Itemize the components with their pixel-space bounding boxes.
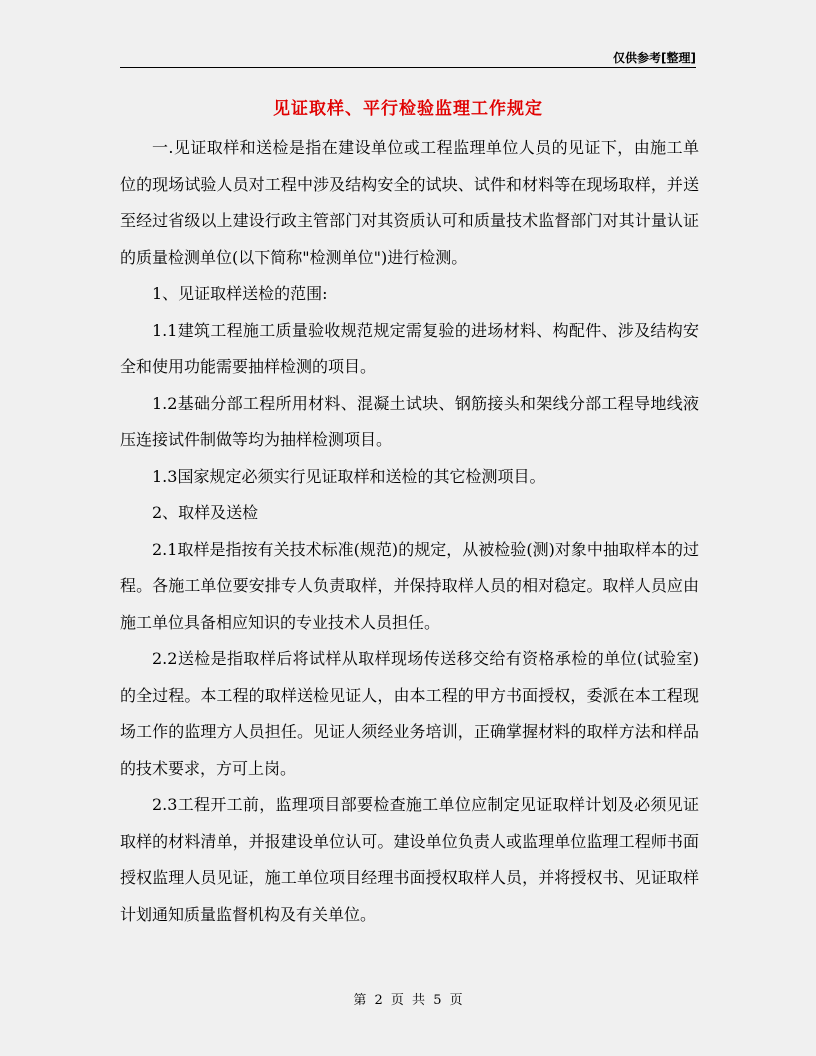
paragraph-section-2: 2、取样及送检	[152, 503, 259, 522]
paragraph-2-3: 2.3工程开工前，监理项目部要检查施工单位应制定见证取样计划及必须见证取样的材料清单，并报建设单位认可。建设单位负责人或监理单位监理工程师书面授权监理人员见证，施工单位项目经理书面授权取样人员，并将授权书、见证取样计划通知质量监督机构及有关单位。	[120, 795, 699, 924]
paragraph-1-2: 1.2基础分部工程所用材料、混凝土试块、钢筋接头和架线分部工程导地线液压连接试件制做等均为抽样检测项目。	[120, 393, 699, 449]
paragraph-intro: 一.见证取样和送检是指在建设单位或工程监理单位人员的见证下，由施工单位的现场试验人员对工程中涉及结构安全的试块、试件和材料等在现场取样，并送至经过省级以上建设行政主管部门对其资质认可和质量技术监督部门对其计量认证的质量检测单位(以下简称"检测单位")进行检测。	[120, 138, 699, 267]
document-body	[120, 130, 699, 933]
header-label: 仅供参考[整理]	[613, 51, 696, 65]
paragraph-2-1: 2.1取样是指按有关技术标准(规范)的规定，从被检验(测)对象中抽取样本的过程。各施工单位要安排专人负责取样，并保持取样人员的相对稳定。取样人员应由施工单位具备相应知识的专业技术人员担任。	[120, 539, 699, 632]
paragraph-1-3: 1.3国家规定必须实行见证取样和送检的其它检测项目。	[152, 466, 546, 486]
document-title: 见证取样、平行检验监理工作规定	[273, 99, 543, 119]
paragraph-section-1: 1、见证取样送检的范围:	[152, 284, 328, 303]
paragraph-1-1: 1.1建筑工程施工质量验收规范规定需复验的进场材料、构配件、涉及结构安全和使用功能需要抽样检测的项目。	[120, 320, 699, 376]
page-number: 第 2 页 共 5 页	[353, 993, 463, 1008]
header-divider	[120, 67, 696, 68]
paragraph-2-2: 2.2送检是指取样后将试样从取样现场传送移交给有资格承检的单位(试验室)的全过程。本工程的取样送检见证人，由本工程的甲方书面授权，委派在本工程现场工作的监理方人员担任。见证人须经业务培训，正确掌握材料的取样方法和样品的技术要求，方可上岗。	[120, 649, 699, 778]
